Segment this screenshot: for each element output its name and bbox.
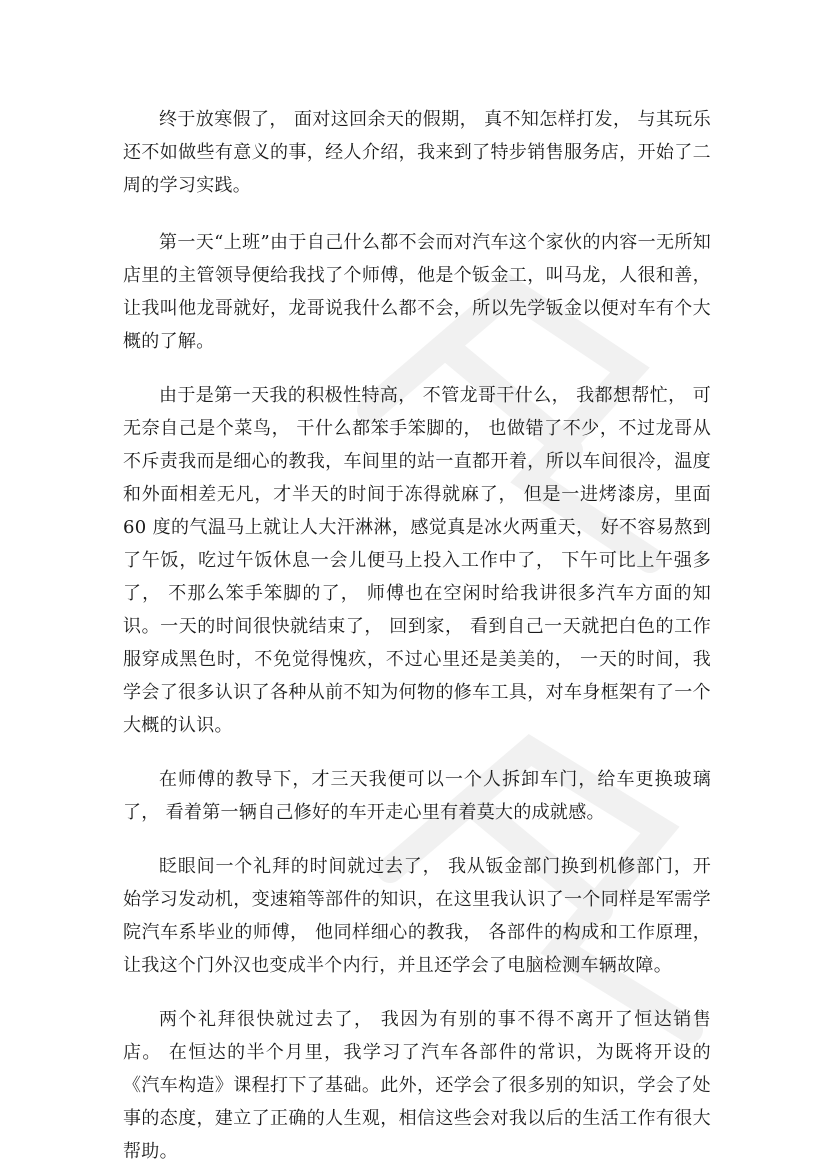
paragraph-5: 眨眼间一个礼拜的时间就过去了， 我从钣金部门换到机修部门，开始学习发动机，变速箱等部件的知识，在这里我认识了一个同样是军需学院汽车系毕业的师傅， 他同样细心的教我， 各部件的构成和工作原理，让我这个门外汉也变成半个内行，并且还学会了电脑检测车辆故障。	[123, 856, 711, 976]
paragraph-2: 第一天“上班”由于自己什么都不会而对汽车这个家伙的内容一无所知店里的主管领导便给我找了个师傅，他是个钣金工，叫马龙，人很和善，让我叫他龙哥就好，龙哥说我什么都不会，所以先学钣金以便对车有个大概的了解。	[123, 232, 711, 352]
document-body	[123, 103, 711, 1168]
paragraph-6: 两个礼拜很快就过去了， 我因为有别的事不得不离开了恒达销售店。 在恒达的半个月里，我学习了汽车各部件的常识，为既将开设的《汽车构造》课程打下了基础。此外，还学会了很多别的知识，学会了处事的态度，建立了正确的人生观，相信这些会对我以后的生活工作有很大帮助。	[123, 1009, 711, 1162]
paragraph-1: 终于放寒假了， 面对这回余天的假期， 真不知怎样打发， 与其玩乐还不如做些有意义的事，经人介绍，我来到了特步销售服务店，开始了二周的学习实践。	[123, 109, 711, 196]
paragraph-4: 在师傅的教导下，才三天我便可以一个人拆卸车门，给车更换玻璃了， 看着第一辆自己修好的车开走心里有着莫大的成就感。	[123, 769, 711, 823]
paragraph-3: 由于是第一天我的积极性特高， 不管龙哥干什么， 我都想帮忙， 可无奈自己是个菜鸟， 干什么都笨手笨脚的， 也做错了不少，不过龙哥从不斥责我而是细心的教我，车间里的站一直都开着，所以车间很冷，温度和外面相差无凡，才半天的时间于冻得就麻了， 但是一进烤漆房，里面 60 度的气温马上就让人大汗淋淋，感觉真是冰火两重天， 好不容易熬到了午饭，吃过午饭休息一会儿便马上投入工作中了， 下午可比上午强多了， 不那么笨手笨脚的了， 师傅也在空闲时给我讲很多汽车方面的知识。一天的时间很快就结束了， 回到家， 看到自己一天就把白色的工作服穿成黑色时，不免觉得愧疚，不过心里还是美美的， 一天的时间，我学会了很多认识了各种从前不知为何物的修车工具，对车身框架有了一个大概的认识。	[123, 385, 711, 736]
